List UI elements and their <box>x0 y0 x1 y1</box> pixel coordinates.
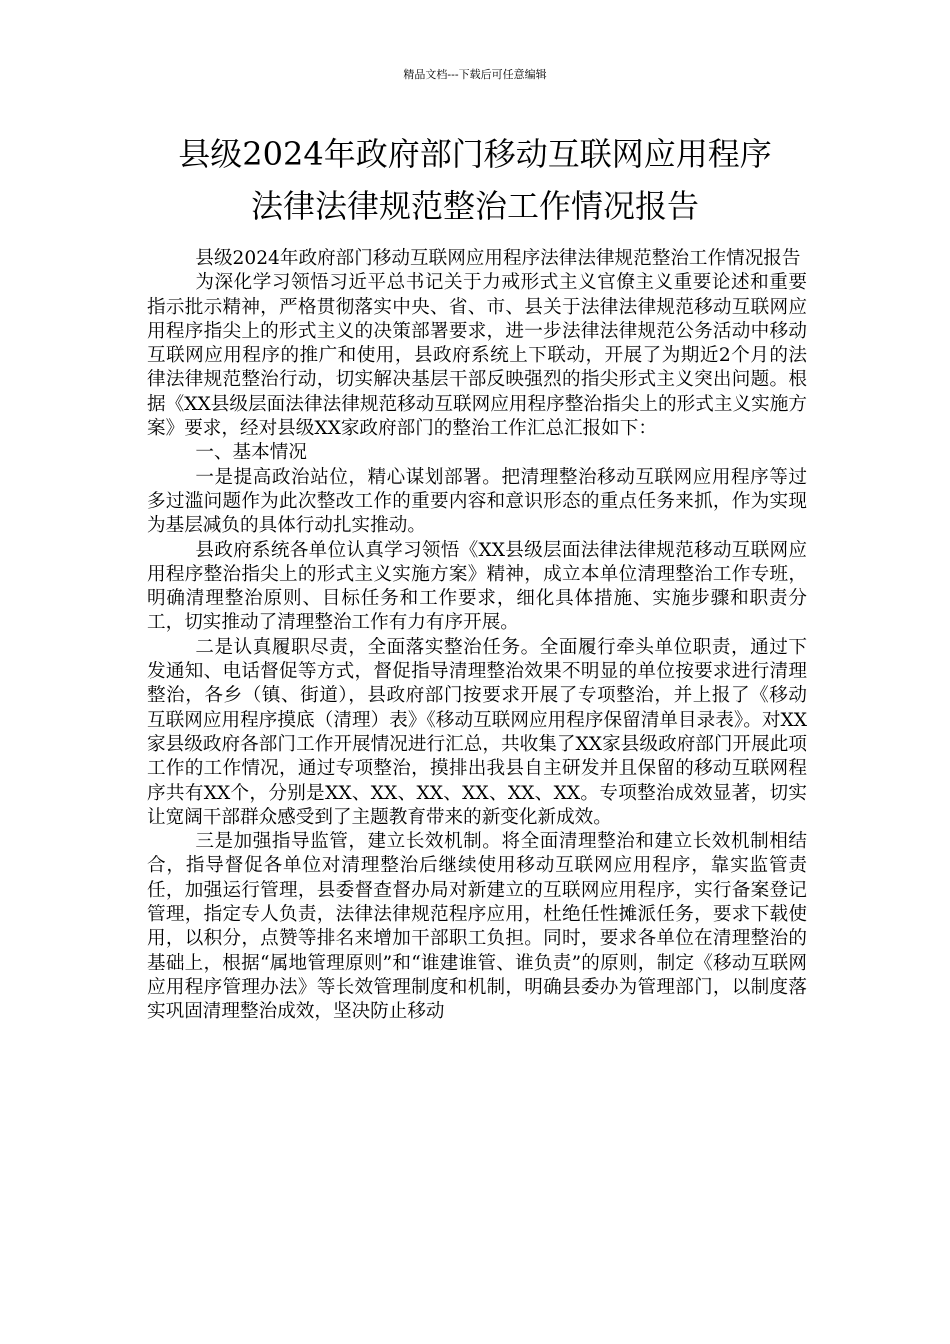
document-title <box>100 128 850 232</box>
paragraph-intro: 为深化学习领悟习近平总书记关于力戒形式主义官僚主义重要论述和重要指示批示精神，严格贯彻落实中央、省、市、县关于法律法律规范移动互联网应用程序指尖上的形式主义的决策部署要求，进一步法律法律规范公务活动中移动互联网应用程序的推广和使用，县政府系统上下联动，开展了为期近2个月的法律法律规范整治行动，切实解决基层干部反映强烈的指尖形式主义突出问题。根据《XX县级层面法律法律规范移动互联网应用程序整治指尖上的形式主义实施方案》要求，经对县级XX家政府部门的整治工作汇总汇报如下： <box>147 272 807 440</box>
paragraph-point-3: 三是加强指导监管，建立长效机制。将全面清理整治和建立长效机制相结合，指导督促各单位对清理整治后继续使用移动互联网应用程序，靠实监管责任，加强运行管理，县委督查督办局对新建立的互联网应用程序，实行备案登记管理，指定专人负责，法律法律规范程序应用，杜绝任性摊派任务，要求下载使用，以积分，点赞等排名来增加干部职工负担。同时，要求各单位在清理整治的基础上，根据“属地管理原则”和“谁建谁管、谁负责”的原则，制定《移动互联网应用程序管理办法》等长效管理制度和机制，明确县委办为管理部门，以制度落实巩固清理整治成效，坚决防止移动 <box>147 831 807 1023</box>
header-note: 精品文档---下载后可任意编辑 <box>403 68 547 81</box>
title-line-2: 法律法律规范整治工作情况报告 <box>250 187 699 225</box>
paragraph-point-1-detail: 县政府系统各单位认真学习领悟《XX县级层面法律法律规范移动互联网应用程序整治指尖上的形式主义实施方案》精神，成立本单位清理整治工作专班，明确清理整治原则、目标任务和工作要求，细化具体措施、实施步骤和职责分工，切实推动了清理整治工作有力有序开展。 <box>147 539 807 634</box>
paragraph-point-1: 一是提高政治站位，精心谋划部署。把清理整治移动互联网应用程序等过多过滥问题作为此次整改工作的重要内容和意识形态的重点任务来抓，作为实现为基层减负的具体行动扎实推动。 <box>147 466 807 537</box>
document-body <box>147 247 807 1025</box>
title-line-1: 县级2024年政府部门移动互联网应用程序 <box>178 135 772 173</box>
section-heading-basic-situation: 一、基本情况 <box>195 442 307 464</box>
paragraph-point-2: 二是认真履职尽责，全面落实整治任务。全面履行牵头单位职责，通过下发通知、电话督促等方式，督促指导清理整治效果不明显的单位按要求进行清理整治，各乡（镇、街道），县政府部门按要求开展了专项整治，并上报了《移动互联网应用程序摸底（清理）表》《移动互联网应用程序保留清单目录表》。对XX家县级政府各部门工作开展情况进行汇总，共收集了XX家县级政府部门开展此项工作的工作情况，通过专项整治，摸排出我县自主研发并且保留的移动互联网程序共有XX个，分别是XX、XX、XX、XX、XX、XX。专项整治成效显著，切实让宽阔干部群众感受到了主题教育带来的新变化新成效。 <box>147 636 807 828</box>
paragraph-subtitle: 县级2024年政府部门移动互联网应用程序法律法律规范整治工作情况报告 <box>195 248 801 269</box>
